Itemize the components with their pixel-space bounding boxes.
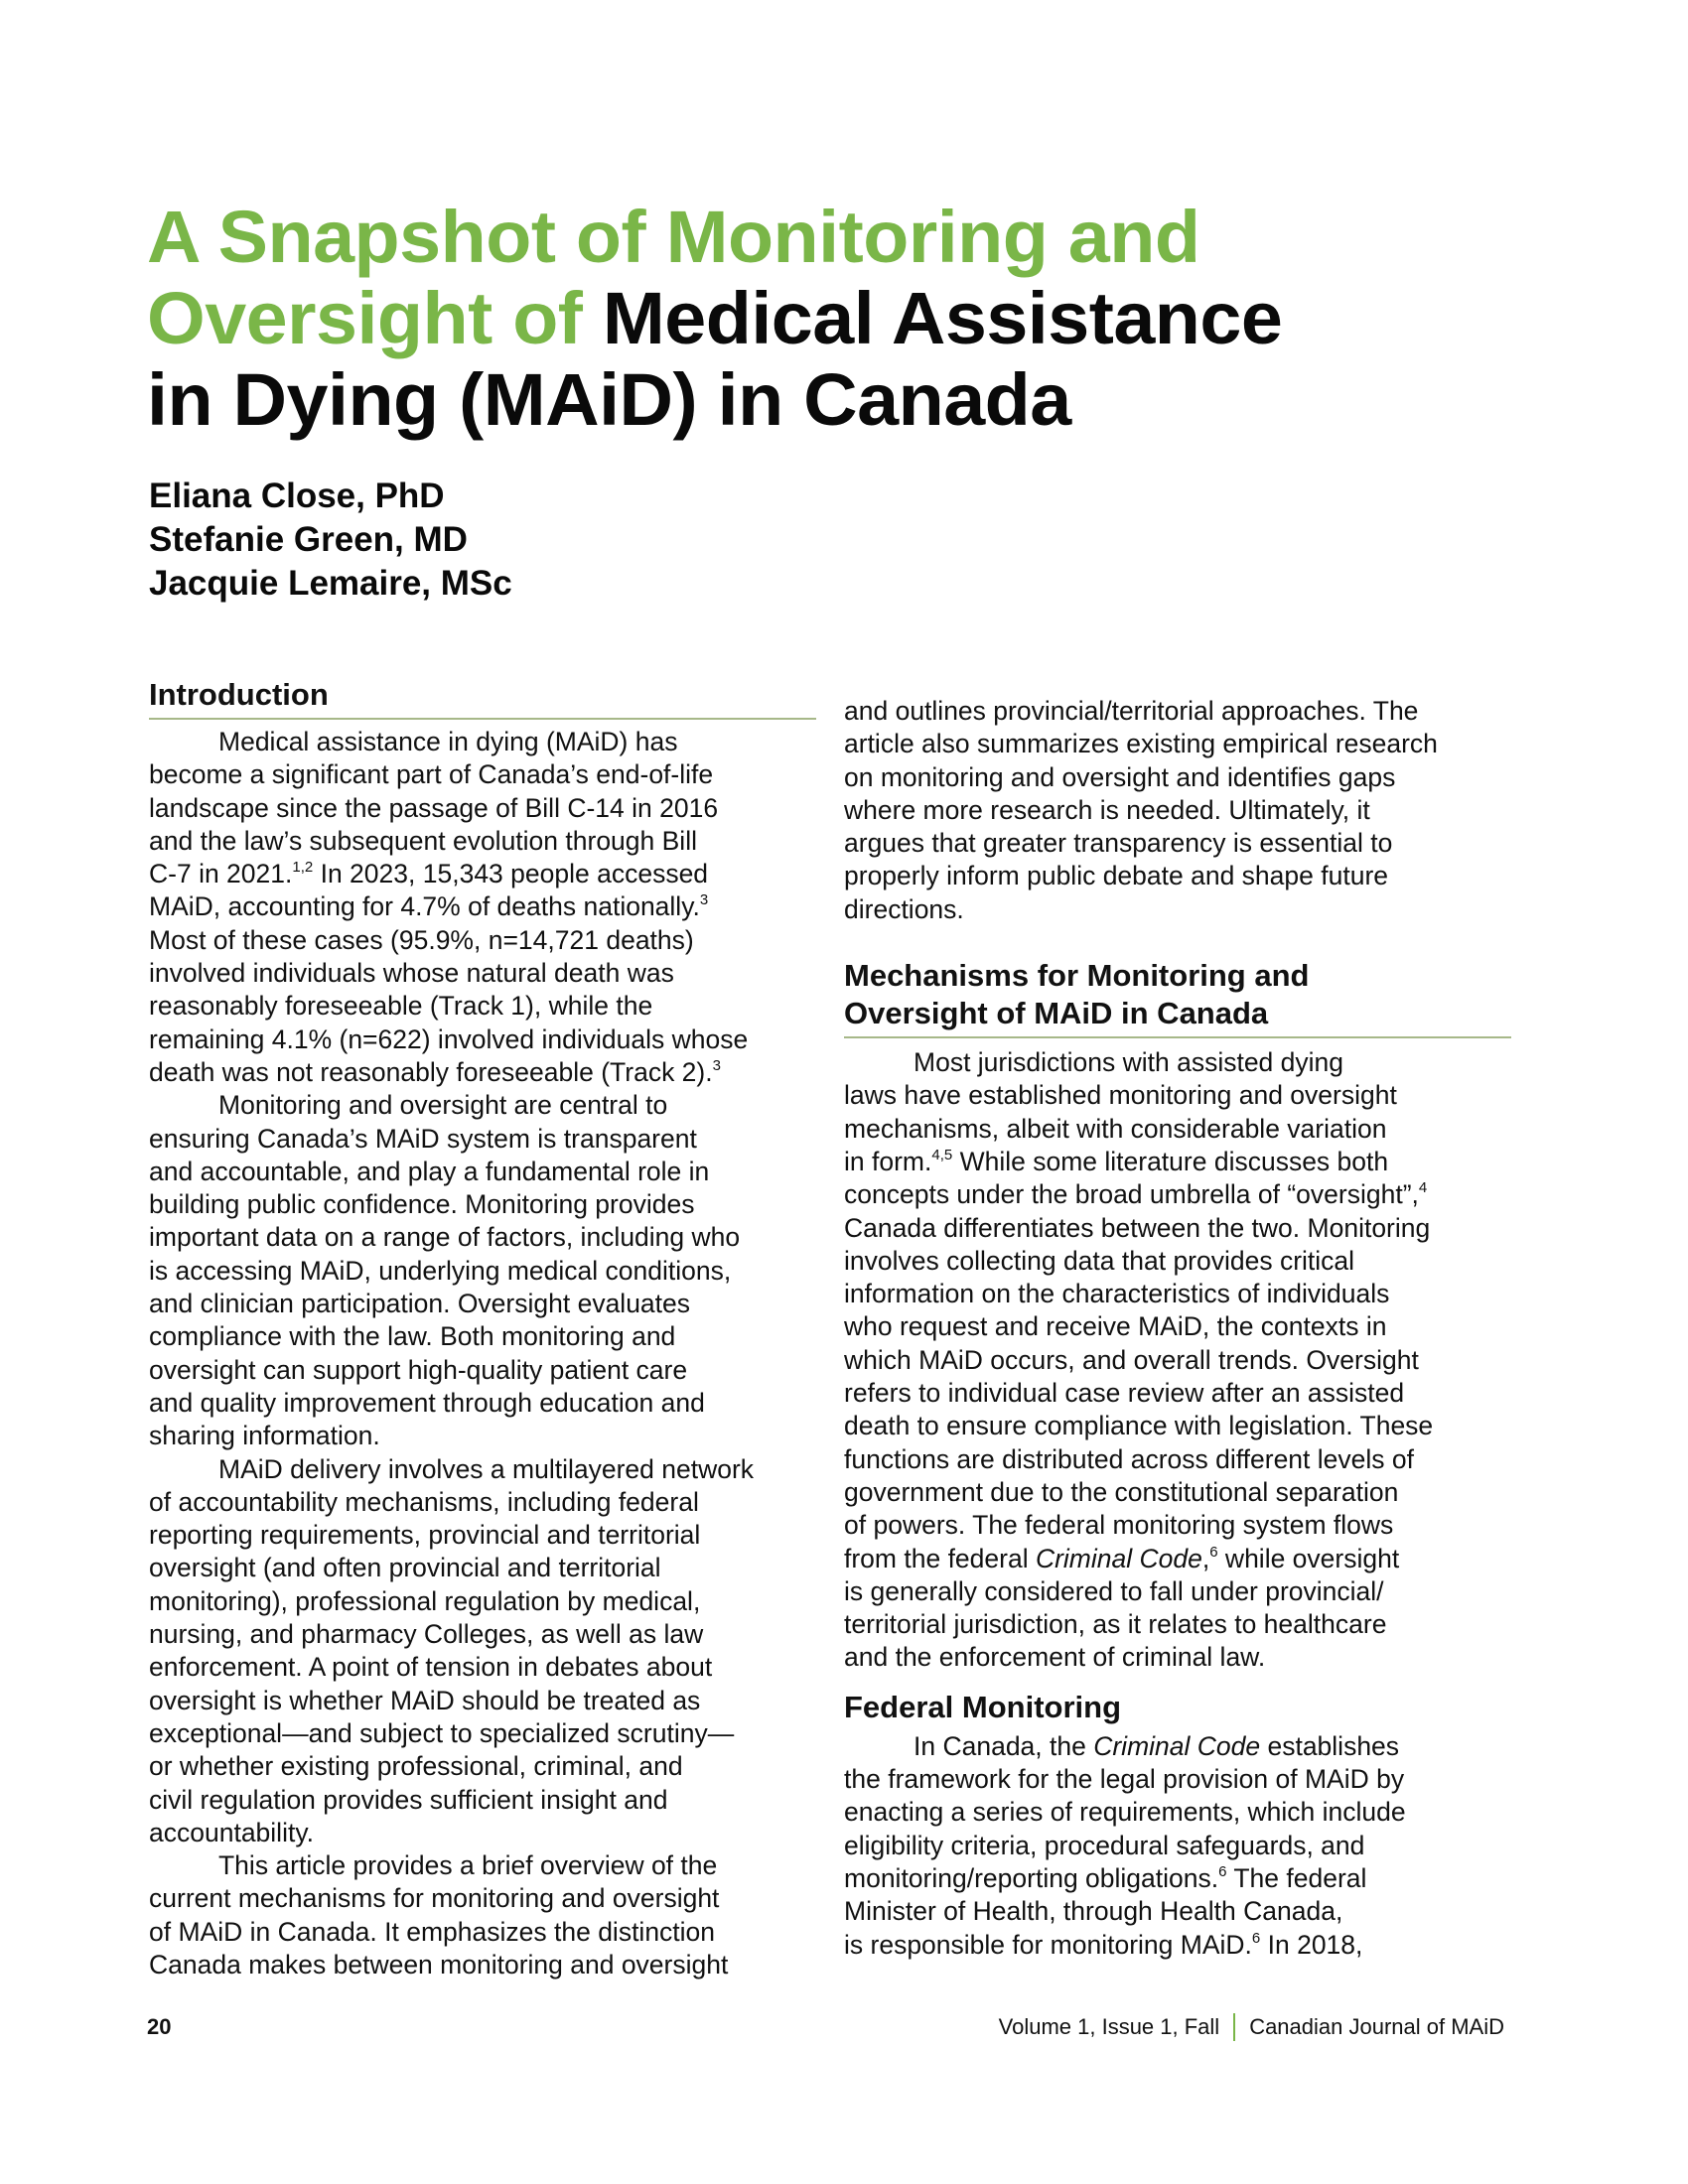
text-line <box>149 858 816 890</box>
text-segment: MAiD, accounting for 4.7% of deaths nationally. <box>149 891 700 922</box>
text-line: article also summarizes existing empirical research <box>844 729 1438 759</box>
paragraph-mechanisms-1 <box>844 1046 1511 1675</box>
text-segment: , <box>1201 1543 1210 1573</box>
text-line: and outlines provincial/territorial approaches. The <box>844 696 1419 726</box>
text-line: is generally considered to fall under provincial/ <box>844 1575 1384 1606</box>
heading-line: Mechanisms for Monitoring and <box>844 958 1310 994</box>
text-line: and the law’s subsequent evolution through Bill <box>149 825 697 856</box>
text-line: of powers. The federal monitoring system flows <box>844 1510 1394 1541</box>
text-line: mechanisms, albeit with considerable variation <box>844 1113 1387 1144</box>
paragraph-intro-3 <box>149 1453 816 1850</box>
citation-superscript: 4 <box>1418 1179 1428 1197</box>
title-line-3: in Dying (MAiD) in Canada <box>147 358 1071 441</box>
text-segment: The federal <box>1226 1862 1367 1893</box>
citation-superscript: 3 <box>712 1056 721 1074</box>
text-segment: In Canada, the <box>914 1730 1094 1761</box>
text-line <box>844 1862 1511 1895</box>
text-line: ensuring Canada’s MAiD system is transparent <box>149 1123 697 1154</box>
text-line: Monitoring and oversight are central to <box>218 1090 668 1121</box>
title-line-2-green: Oversight of <box>147 277 603 359</box>
text-segment: from the federal <box>844 1543 1036 1573</box>
text-line: functions are distributed across different levels of <box>844 1443 1414 1474</box>
text-line: enacting a series of requirements, which include <box>844 1797 1406 1828</box>
italic-term: Criminal Code <box>1035 1543 1202 1573</box>
footer-divider <box>1233 2013 1235 2041</box>
text-line: important data on a range of factors, including who <box>149 1222 741 1253</box>
citation-superscript: 3 <box>699 891 709 909</box>
section-heading-introduction: Introduction <box>149 677 329 712</box>
text-segment: while oversight <box>1217 1543 1400 1573</box>
text-line <box>149 1056 816 1089</box>
text-line: where more research is needed. Ultimately, it <box>844 794 1370 825</box>
text-line: Most of these cases (95.9%, n=14,721 deaths) <box>149 924 694 955</box>
text-line: Canada differentiates between the two. Monitoring <box>844 1212 1431 1243</box>
text-line: the framework for the legal provision of MAiD by <box>844 1764 1405 1795</box>
text-line: nursing, and pharmacy Colleges, as well as law <box>149 1619 704 1650</box>
text-line: Minister of Health, through Health Canada, <box>844 1896 1343 1927</box>
text-line: and accountable, and play a fundamental role in <box>149 1156 710 1186</box>
text-line: MAiD delivery involves a multilayered network <box>218 1453 755 1484</box>
text-line: oversight (and often provincial and territorial <box>149 1553 661 1583</box>
text-segment: establishes <box>1260 1730 1400 1761</box>
paragraph-intro-2 <box>149 1089 816 1452</box>
author: Eliana Close, PhD <box>149 477 445 515</box>
text-segment: concepts under the broad umbrella of “oversight”, <box>844 1179 1419 1210</box>
text-line: directions. <box>844 893 964 924</box>
paragraph-federal-1 <box>844 1730 1511 1962</box>
text-line: territorial jurisdiction, as it relates to healthcare <box>844 1609 1387 1640</box>
text-segment: While some literature discusses both <box>952 1146 1389 1176</box>
text-line: who request and receive MAiD, the contexts in <box>844 1311 1387 1342</box>
issue-info: Volume 1, Issue 1, Fall <box>998 2014 1220 2039</box>
text-line: and the enforcement of criminal law. <box>844 1642 1266 1673</box>
text-line: laws have established monitoring and oversight <box>844 1080 1397 1111</box>
text-line: is accessing MAiD, underlying medical conditions, <box>149 1255 732 1286</box>
text-segment: C-7 in 2021. <box>149 859 293 889</box>
text-line: which MAiD occurs, and overall trends. Oversight <box>844 1344 1419 1375</box>
title-line-2-black: Medical Assistance <box>602 277 1283 359</box>
text-line: civil regulation provides sufficient insight and <box>149 1784 668 1815</box>
text-line: reporting requirements, provincial and territorial <box>149 1520 701 1551</box>
text-line <box>844 1146 1511 1178</box>
text-line: reasonably foreseeable (Track 1), while the <box>149 991 653 1022</box>
text-line: information on the characteristics of individuals <box>844 1279 1390 1309</box>
citation-superscript: 6 <box>1251 1929 1261 1947</box>
italic-term: Criminal Code <box>1093 1730 1261 1761</box>
section-heading-federal-monitoring: Federal Monitoring <box>844 1689 1121 1724</box>
journal-name: Canadian Journal of MAiD <box>1249 2014 1504 2039</box>
text-line <box>844 1929 1511 1962</box>
text-line: sharing information. <box>149 1421 380 1451</box>
text-line: death to ensure compliance with legislation. These <box>844 1411 1434 1441</box>
paragraph-intro-4-part-1 <box>149 1849 816 1981</box>
text-line: exceptional—and subject to specialized scrutiny— <box>149 1717 735 1748</box>
section-rule <box>844 1036 1511 1038</box>
text-line: involved individuals whose natural death was <box>149 958 674 989</box>
text-line: and clinician participation. Oversight evaluates <box>149 1289 691 1319</box>
heading-line: Oversight of MAiD in Canada <box>844 996 1269 1031</box>
article-title <box>147 197 1464 441</box>
text-line: Medical assistance in dying (MAiD) has <box>218 727 678 756</box>
page-number: 20 <box>147 2014 172 2039</box>
author: Stefanie Green, MD <box>149 520 468 559</box>
text-line <box>149 890 816 923</box>
text-line: government due to the constitutional separation <box>844 1476 1399 1507</box>
text-line <box>844 1178 1511 1211</box>
text-segment: death was not reasonably foreseeable (Track 2). <box>149 1056 713 1087</box>
text-line: of accountability mechanisms, including federal <box>149 1486 699 1517</box>
author: Jacquie Lemaire, MSc <box>149 564 512 603</box>
citation-superscript: 4,5 <box>931 1146 953 1163</box>
text-line <box>844 1730 1511 1763</box>
text-line <box>844 1543 1511 1575</box>
text-segment: is responsible for monitoring MAiD. <box>844 1929 1252 1960</box>
text-line: involves collecting data that provides critical <box>844 1245 1355 1276</box>
section-heading-mechanisms <box>844 957 1511 1032</box>
citation-superscript: 1,2 <box>292 859 314 877</box>
text-line: accountability. <box>149 1817 314 1847</box>
right-column <box>844 695 1511 1962</box>
running-footer <box>999 2012 1504 2042</box>
title-line-1: A Snapshot of Monitoring and <box>147 196 1200 278</box>
text-line: oversight can support high-quality patient care <box>149 1354 688 1385</box>
text-line: Most jurisdictions with assisted dying <box>914 1047 1344 1078</box>
text-segment: in form. <box>844 1146 932 1176</box>
text-line: on monitoring and oversight and identifies gaps <box>844 761 1396 792</box>
paragraph-intro-4-part-2 <box>844 695 1511 926</box>
citation-superscript: 6 <box>1218 1862 1227 1880</box>
text-line: enforcement. A point of tension in debates about <box>149 1652 713 1683</box>
text-line: current mechanisms for monitoring and oversight <box>149 1883 720 1914</box>
left-column <box>149 676 816 1981</box>
text-line: Canada makes between monitoring and oversight <box>149 1949 729 1979</box>
text-line: and quality improvement through education and <box>149 1387 705 1418</box>
author-list <box>149 475 512 606</box>
text-line: or whether existing professional, criminal, and <box>149 1751 683 1782</box>
text-line: oversight is whether MAiD should be treated as <box>149 1685 701 1715</box>
paragraph-intro-1 <box>149 726 816 1089</box>
text-line: This article provides a brief overview of the <box>218 1850 718 1881</box>
text-line: eligibility criteria, procedural safeguards, and <box>844 1830 1365 1860</box>
section-rule <box>149 718 816 720</box>
text-segment: In 2023, 15,343 people accessed <box>313 859 709 889</box>
text-line: monitoring), professional regulation by medical, <box>149 1585 701 1616</box>
text-line: landscape since the passage of Bill C-14 in 2016 <box>149 792 719 823</box>
text-line: compliance with the law. Both monitoring and <box>149 1321 676 1352</box>
text-line: become a significant part of Canada’s end-of-life <box>149 759 714 790</box>
text-line: of MAiD in Canada. It emphasizes the distinction <box>149 1916 716 1947</box>
text-segment: monitoring/reporting obligations. <box>844 1862 1219 1893</box>
text-segment: In 2018, <box>1260 1929 1363 1960</box>
text-line: remaining 4.1% (n=622) involved individuals whose <box>149 1024 749 1054</box>
text-line: properly inform public debate and shape future <box>844 861 1389 891</box>
text-line: argues that greater transparency is essential to <box>844 828 1393 859</box>
text-line: refers to individual case review after an assisted <box>844 1378 1405 1409</box>
text-line: building public confidence. Monitoring provides <box>149 1189 695 1220</box>
citation-superscript: 6 <box>1209 1543 1218 1561</box>
